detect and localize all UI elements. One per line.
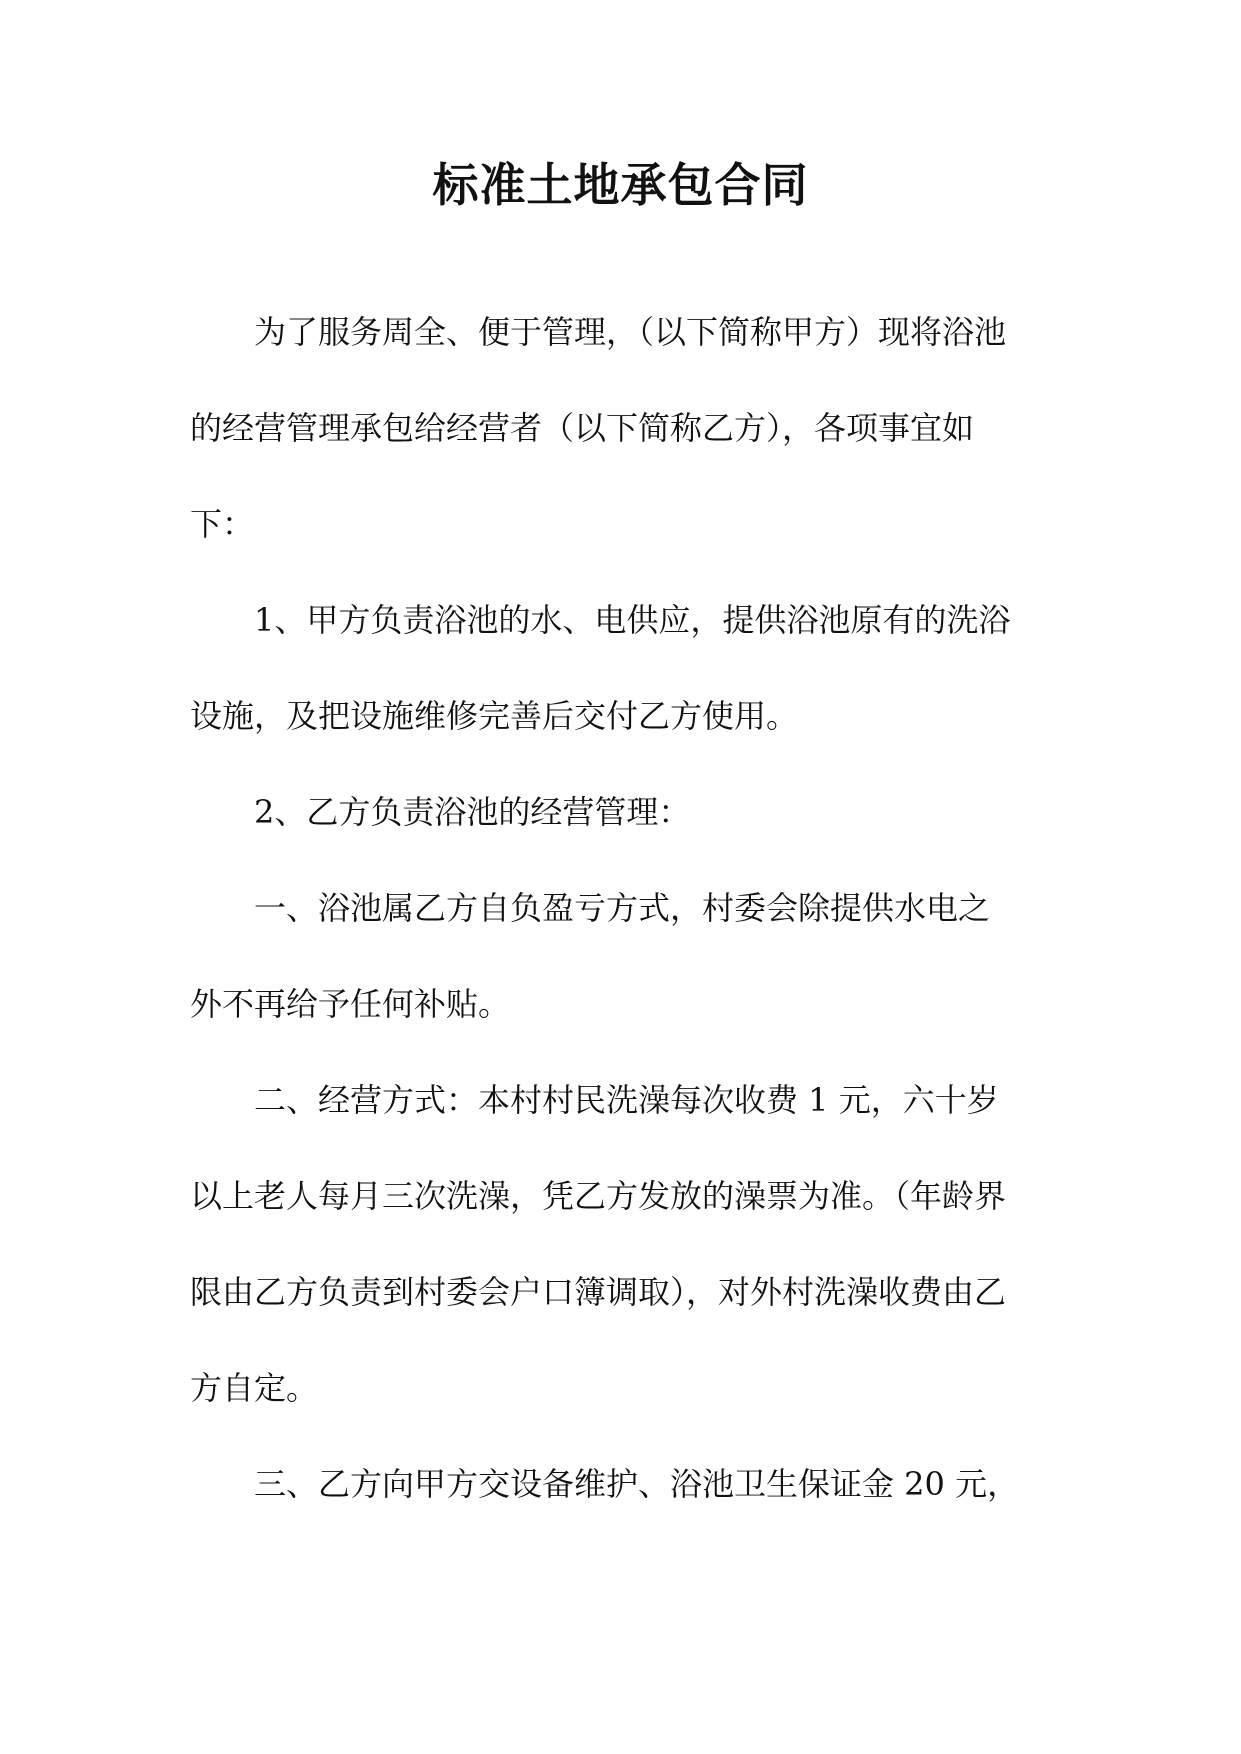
paragraph-line: 以上老人每月三次洗澡，凭乙方发放的澡票为准。（年龄界 <box>190 1177 1007 1215</box>
paragraph-line: 1、甲方负责浴池的水、电供应，提供浴池原有的洗浴 <box>254 601 1011 639</box>
paragraph-line: 外不再给予任何补贴。 <box>190 985 511 1023</box>
paragraph-line: 的经营管理承包给经营者（以下简称乙方），各项事宜如 <box>190 409 975 447</box>
paragraph-line: 限由乙方负责到村委会户口簿调取），对外村洗澡收费由乙 <box>190 1273 1007 1311</box>
paragraph-line: 2、乙方负责浴池的经营管理： <box>254 793 691 831</box>
paragraph-line: 三、乙方向甲方交设备维护、浴池卫生保证金 20 元， <box>254 1465 1020 1503</box>
paragraph-line: 二、经营方式：本村村民洗澡每次收费 1 元，六十岁 <box>254 1081 999 1119</box>
paragraph-line: 方自定。 <box>190 1369 319 1407</box>
document-title: 标准土地承包合同 <box>432 158 809 212</box>
paragraph-line: 设施，及把设施维修完善后交付乙方使用。 <box>190 697 799 735</box>
paragraph-line: 下： <box>190 505 255 543</box>
paragraph-line: 一、浴池属乙方自负盈亏方式，村委会除提供水电之 <box>254 889 991 927</box>
paragraph-line: 为了服务周全、便于管理，（以下简称甲方）现将浴池 <box>254 313 1007 351</box>
